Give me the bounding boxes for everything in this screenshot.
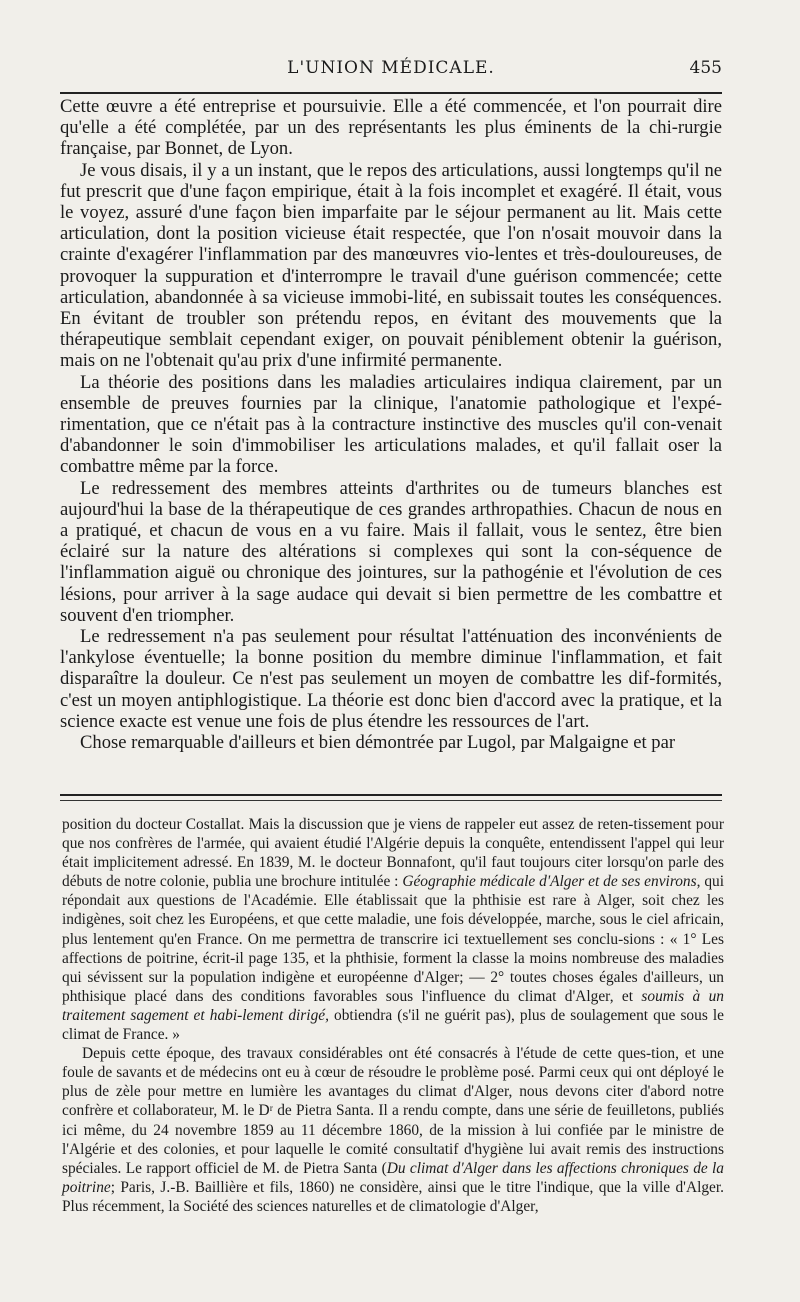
footnote-text: position du docteur Costallat. Mais la discussion que je viens de rappeler eut assez de reten-tissement pour que nos confrères de l'armée, qui avaient étudié l'Algérie depuis la conquête, entendissent l'appel qui leur était implicitement adressé. En 1839, M. le docteur Bonnafont, qu'il faut toujours citer lorsqu'on parle des débuts de notre colonie, publia une brochure intitulée :: [62, 816, 724, 891]
footnote-text: obtiendra (s'il ne guérit pas), plus de soulagement que sous le climat de France. »: [62, 1006, 724, 1044]
body-paragraph: Cette œuvre a été entreprise et poursuivie. Elle a été commencée, et l'on pourrait dire qu'elle a été complétée, par un des représentants les plus éminents de la chi-rurgie française, par Bonnet, de Lyon.: [60, 96, 722, 160]
main-text: [60, 96, 722, 753]
body-paragraph: Chose remarquable d'ailleurs et bien démontrée par Lugol, par Malgaigne et par: [80, 732, 676, 754]
page-number: 455: [689, 58, 722, 78]
page-header: [60, 58, 722, 84]
body-paragraph: Le redressement des membres atteints d'arthrites ou de tumeurs blanches est aujourd'hui la base de la thérapeutique de ces grandes arthropathies. Chacun de nous en a pratiqué, et chacun de vous en a vu faire. Mais il fallait, vous le sentez, être bien éclairé sur la nature des altérations si complexes qui sont la con-séquence de l'inflammation aiguë ou chronique des jointures, sur la pathogénie et l'évolution de ces lésions, pour arriver à la sage audace qui devait si bien permettre de les combattre et souvent d'en triompher.: [60, 477, 722, 626]
footnote-book-title: Du climat d'Alger dans les affections chroniques de la poitrine: [62, 1159, 725, 1196]
footnote-text: ; Paris, J.-B. Baillière et fils, 1860) ne considère, ainsi que le titre l'indique, que la ville d'Alger. Plus récemment, la Société des sciences naturelles et de climatologie d'Alger,: [62, 1178, 724, 1215]
body-paragraph: La théorie des positions dans les maladies articulaires indiqua clairement, par un ensemble de preuves fournies par la clinique, l'anatomie pathologique et l'expé-rimentation, que ce n'était pas à la contracture instinctive des muscles qu'il con-venait d'abandonner le soin d'immobiliser les articulations malades, et qu'il fallait oser la combattre même par la force.: [60, 371, 722, 478]
footnote-book-title: Géographie médicale d'Alger et de ses environs: [402, 873, 697, 891]
footnote-rule: [60, 794, 722, 796]
footnote-section: [62, 815, 724, 1216]
footnote-paragraph: [62, 815, 724, 1044]
footnote-text: , qui répondait aux questions de l'Académie. Elle établissait que la phthisie est rare à Alger, soit chez les indigènes, soit chez les Européens, et que cette maladie, une fois développée, marche, sous le ciel africain, plus lentement qu'en France. On me permettra de transcrire ici textuellement ses conclu-sions : « 1° Les affections de poitrine, écrit-il page 135, et la phthisie, forment la classe la moins nombreuse des maladies qui sévissent sur la population indigène et européenne d'Alger; — 2° toutes choses égales d'ailleurs, un phthisique placé dans des conditions favorables sous l'influence du climat d'Alger, et: [62, 873, 724, 1005]
body-paragraph: Le redressement n'a pas seulement pour résultat l'atténuation des inconvénients de l'ankylose éventuelle; la bonne position du membre diminue l'inflammation, et fait disparaître la douleur. Ce n'est pas seulement un moyen de combattre les dif-formités, c'est un moyen antiphlogistique. La théorie est donc bien d'accord avec la pratique, et la science exacte est venue une fois de plus étendre les ressources de l'art.: [60, 626, 722, 732]
footnote-rule: [60, 800, 722, 801]
body-paragraph: Je vous disais, il y a un instant, que le repos des articulations, aussi longtemps qu'il ne fut prescrit que d'une façon empirique, était à la fois incomplet et exagéré. Il était, vous le voyez, assuré d'une façon bien imparfaite par le séjour permanent au lit. Mais cette articulation, dont la position vicieuse était respectée, que l'on n'osait mouvoir dans la crainte d'exagérer l'inflammation par des manœuvres vio-lentes et très-douloureuses, de provoquer la suppuration et d'interrompre le travail d'une guérison commencée; cette articulation, abandonnée à sa vicieuse immobi-lité, en subissait toutes les conséquences. En évitant de troubler son prétendu repos, en évitant des mouvements que la thérapeutique semblait cependant exiger, on pouvait péniblement obtenir la guérison, mais on ne l'obtenait qu'au prix d'une infirmité permanente.: [60, 159, 722, 372]
header-rule: [60, 92, 722, 94]
running-title: L'UNION MÉDICALE.: [287, 58, 495, 78]
footnote-paragraph: [62, 1044, 724, 1216]
footnote-quote-emphasis: soumis à un traitement sagement et habi-lement dirigé,: [62, 987, 724, 1024]
footnote-text: Depuis cette époque, des travaux considérables ont été consacrés à l'étude de cette ques-tion, et une foule de savants et de médecins ont eu à cœur de résoudre le problème posé. Parmi ceux qui ont déployé le plus de zèle pour mettre en lumière les avantages du climat d'Alger, nous devons citer d'abord notre confrère et collaborateur, M. le Dʳ de Pietra Santa. Il a rendu compte, dans une série de feuilletons, publiés ici même, du 24 novembre 1859 au 11 décembre 1860, de la mission à lui confiée par le ministre de l'Algérie et des colonies, et pour laquelle le comité consultatif d'hygiène lui avait remis des instructions spéciales. Le rapport officiel de M. de Pietra Santa (: [62, 1045, 724, 1177]
